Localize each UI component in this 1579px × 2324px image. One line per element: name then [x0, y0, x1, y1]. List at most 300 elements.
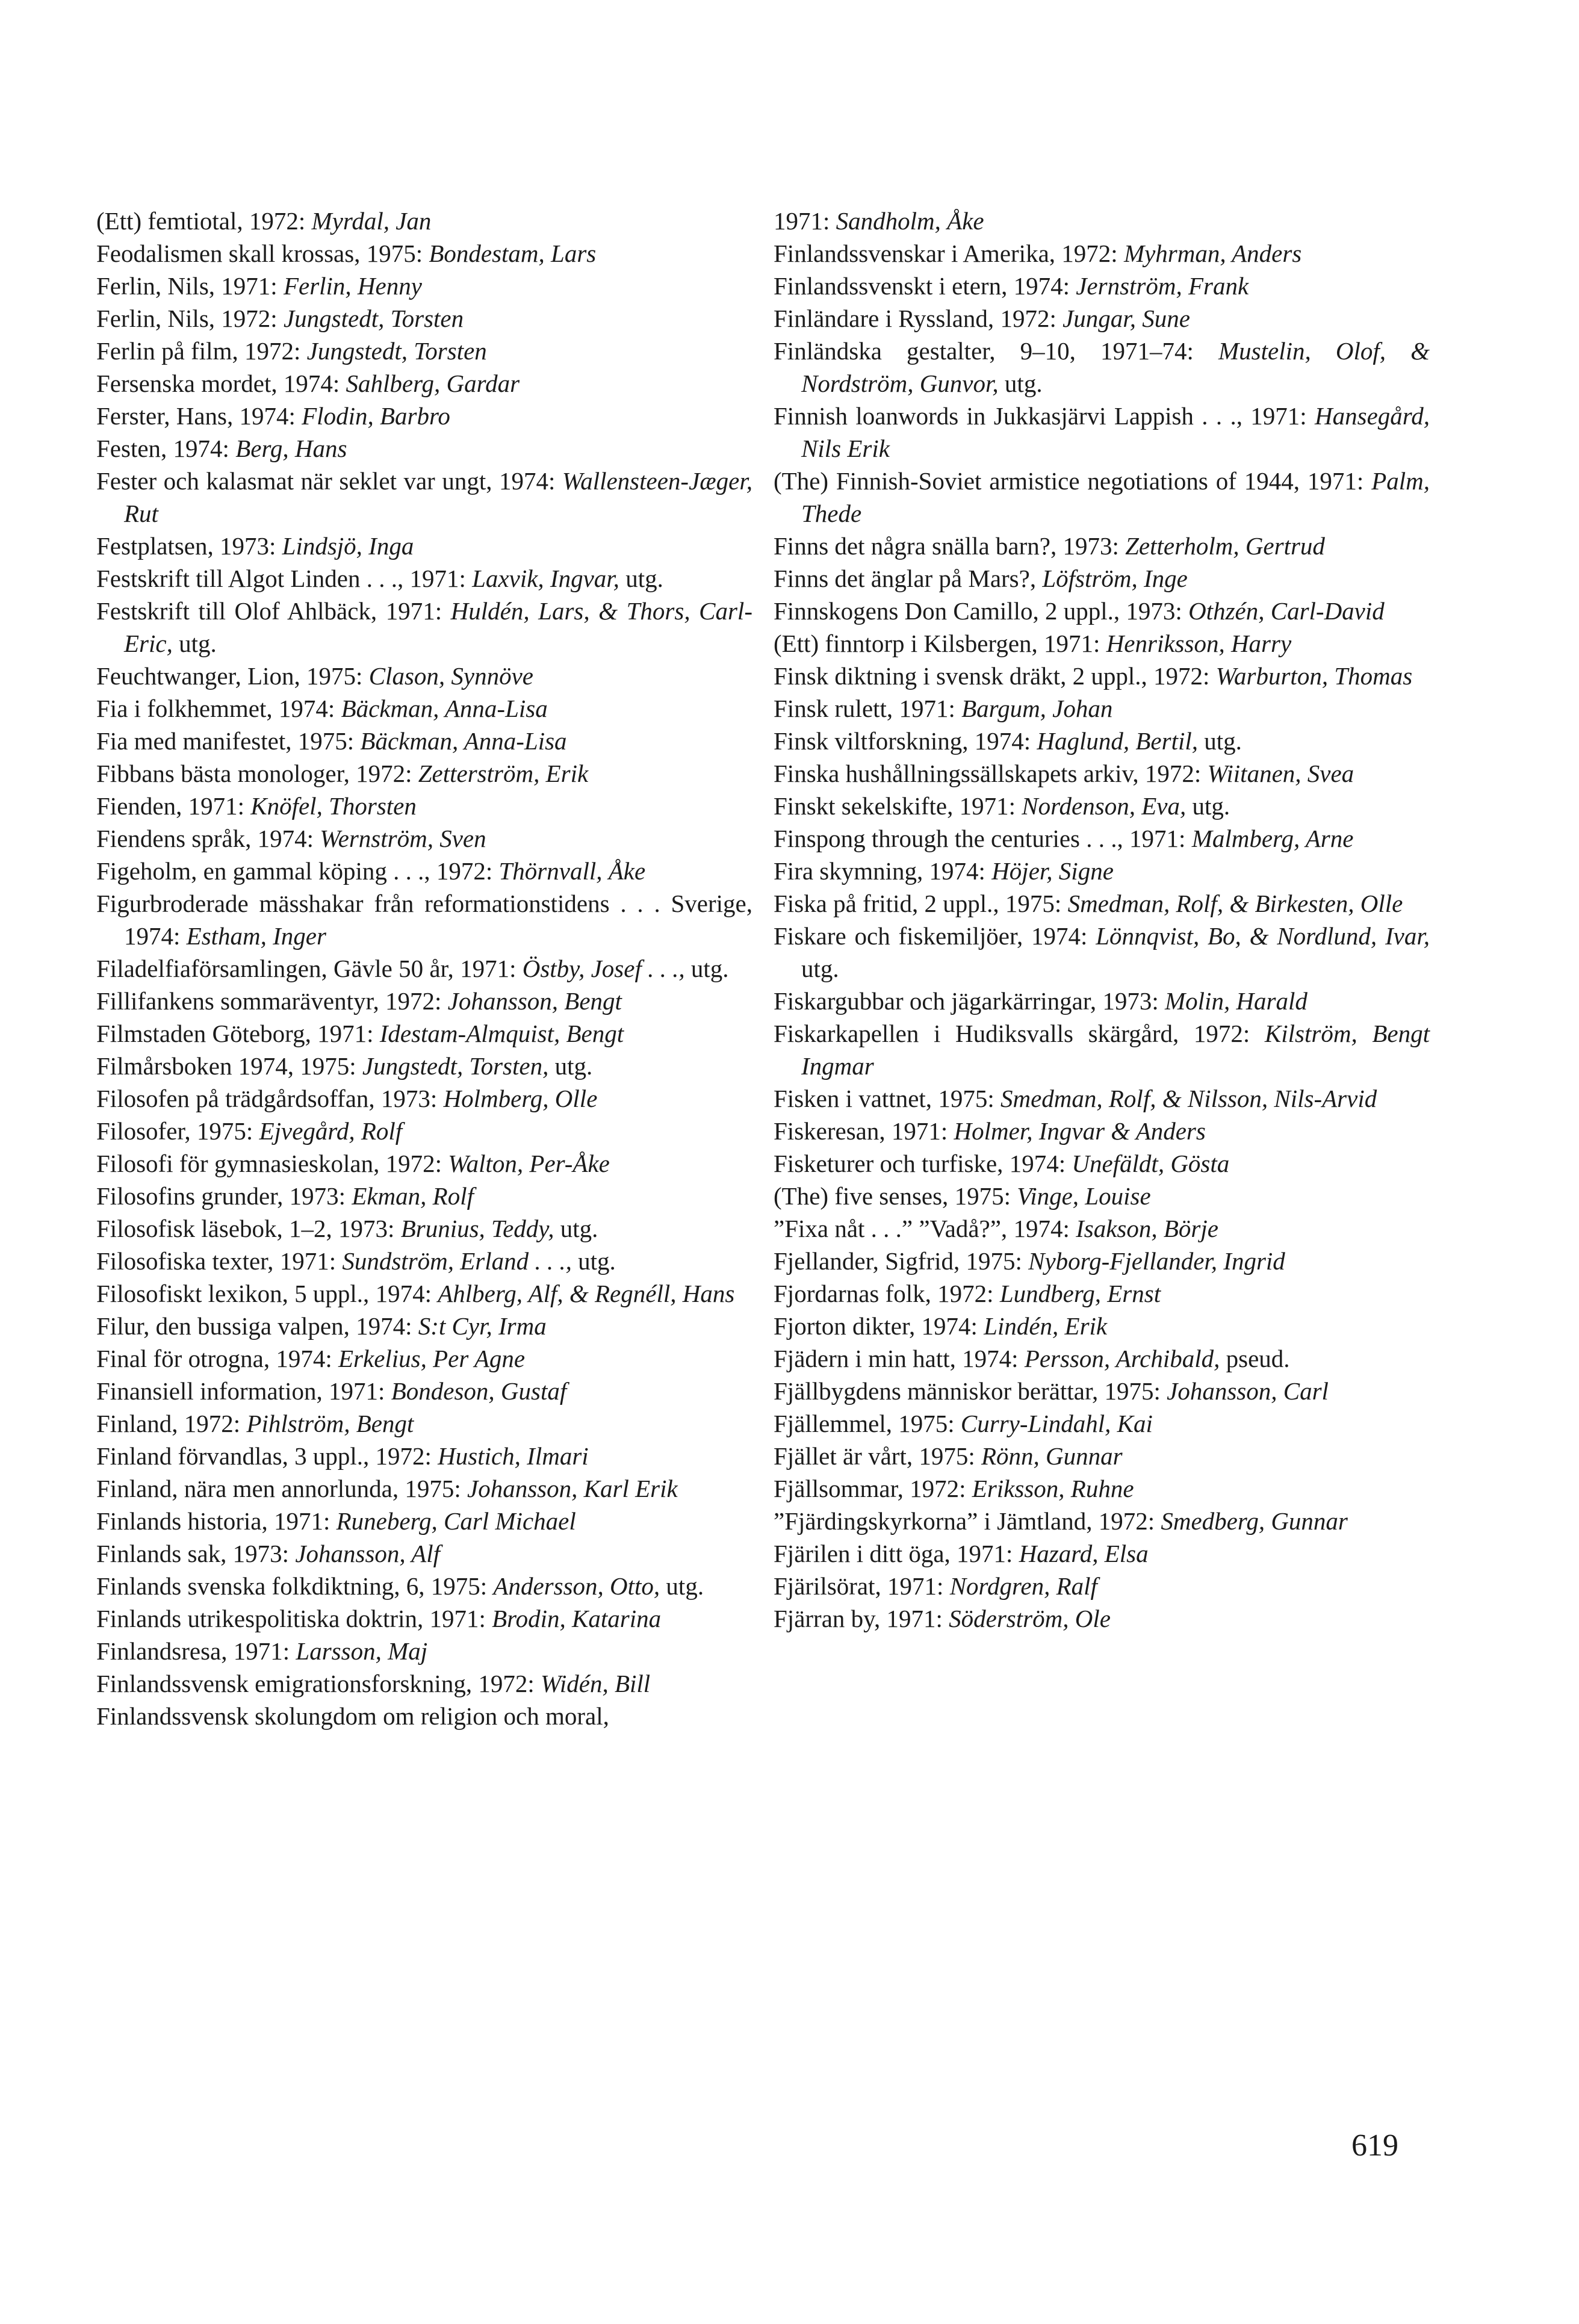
entry-author: Jungar, Sune: [1062, 305, 1190, 332]
entry-author: Nordenson, Eva,: [1022, 792, 1187, 820]
index-entry: [774, 692, 1430, 725]
entry-title: Finlands svenska folkdiktning, 6,: [96, 1572, 431, 1600]
entry-title: Finlands historia,: [96, 1507, 274, 1535]
entry-title: Fisken i vattnet,: [774, 1085, 938, 1112]
entry-author: Holmer, Ingvar & Anders: [954, 1117, 1206, 1145]
index-entry: [96, 432, 752, 465]
index-entry: [774, 1375, 1430, 1407]
entry-author: Isakson, Börje: [1076, 1215, 1218, 1242]
entry-year: 1973:: [380, 1085, 444, 1112]
entry-year: 1973:: [1062, 532, 1126, 560]
index-entry: [774, 1277, 1430, 1310]
entry-year: 1971:: [774, 207, 836, 235]
entry-year: 1974:: [962, 1345, 1025, 1372]
entry-author: Persson, Archibald,: [1024, 1345, 1220, 1372]
entry-author: Wernström, Sven: [320, 825, 486, 852]
index-entry: [774, 400, 1430, 465]
entry-author: Berg, Hans: [235, 435, 347, 462]
entry-year: 1971:: [1044, 630, 1106, 657]
entry-year: 1972:: [385, 1150, 448, 1177]
entry-title: Fiskeresan,: [774, 1117, 892, 1145]
entry-author: Walton, Per-Åke: [448, 1150, 610, 1177]
entry-author: Brunius, Teddy,: [400, 1215, 554, 1242]
entry-suffix: utg.: [172, 630, 217, 657]
entry-year: 1974:: [1013, 272, 1076, 300]
entry-author: Wiitanen, Svea: [1207, 760, 1354, 787]
entry-title: Fia i folkhemmet,: [96, 695, 279, 722]
entry-title: Figurbroderade mässhakar från reformationstidens . . . Sverige,: [96, 890, 752, 917]
index-entry: [96, 1602, 752, 1635]
index-entry: [96, 1440, 752, 1472]
index-entry: [96, 1407, 752, 1440]
index-entry: [774, 1407, 1430, 1440]
index-entry: [96, 1277, 752, 1310]
entry-title: Finskt sekelskifte,: [774, 792, 960, 820]
entry-year: 1974:: [356, 1312, 418, 1340]
index-entry: [96, 1472, 752, 1505]
entry-title: Fiskargubbar och jägarkärringar,: [774, 987, 1103, 1015]
entry-year: 1972:: [1193, 1020, 1265, 1047]
entry-title: Feodalismen skall krossas,: [96, 240, 367, 267]
entry-year: 1975:: [366, 240, 429, 267]
entry-author: Widén, Bill: [540, 1670, 651, 1697]
entry-year: 1972:: [221, 305, 284, 332]
entry-year: 1975:: [196, 1117, 259, 1145]
entry-author: Ahlberg, Alf, & Regnéll, Hans: [438, 1280, 735, 1307]
index-entry: [96, 822, 752, 855]
entry-year: 1971:: [409, 565, 473, 592]
entry-author: Erkelius, Per Agne: [338, 1345, 526, 1372]
entry-year: 1974:: [1031, 922, 1096, 950]
entry-suffix: utg.: [571, 1247, 616, 1275]
entry-author: Höjer, Signe: [991, 857, 1114, 885]
entry-title: Filosofiska texter,: [96, 1247, 280, 1275]
entry-author: Johansson, Carl: [1167, 1377, 1329, 1405]
entry-title: Fjället är vårt,: [774, 1442, 919, 1470]
entry-year: 1971:: [188, 792, 251, 820]
entry-year: 1972:: [184, 1410, 247, 1437]
entry-title: (Ett) femtiotal,: [96, 207, 249, 235]
entry-suffix: utg.: [998, 370, 1043, 397]
index-entry: [96, 660, 752, 692]
entry-title: Filosofins grunder,: [96, 1182, 290, 1210]
entry-year: 1971:: [329, 1377, 391, 1405]
entry-year: 1975:: [430, 1572, 494, 1600]
entry-title: Finland förvandlas, 3 uppl.,: [96, 1442, 376, 1470]
entry-author: Johansson, Karl Erik: [467, 1475, 678, 1502]
entry-title: Ferster, Hans,: [96, 402, 240, 430]
entry-year: 1972:: [375, 1442, 438, 1470]
index-entry: [774, 1440, 1430, 1472]
entry-author: Bargum, Johan: [961, 695, 1113, 722]
entry-year: 1972:: [436, 857, 499, 885]
entry-title: Fiendens språk,: [96, 825, 258, 852]
index-entry: [96, 237, 752, 270]
entry-title: Finländska gestalter, 9–10,: [774, 337, 1100, 365]
entry-title: (The) Finnish-Soviet armistice negotiations of 1944,: [774, 467, 1308, 495]
index-entry: [774, 985, 1430, 1017]
entry-author: Rönn, Gunnar: [981, 1442, 1123, 1470]
entry-title: Fisketurer och turfiske,: [774, 1150, 1010, 1177]
entry-title: Festplatsen,: [96, 532, 220, 560]
entry-year: 1971–74:: [1100, 337, 1219, 365]
entry-author: Knöfel, Thorsten: [250, 792, 417, 820]
entry-author: Smedman, Rolf, & Birkesten, Olle: [1067, 890, 1403, 917]
entry-author: Bondeson, Gustaf: [391, 1377, 567, 1405]
entry-year: 1972:: [244, 337, 307, 365]
entry-title: Finsk viltforskning,: [774, 727, 975, 755]
index-entry: [774, 725, 1430, 757]
index-entry: [774, 757, 1430, 790]
entry-author: Unefäldt, Gösta: [1072, 1150, 1230, 1177]
entry-title: Ferlin, Nils,: [96, 305, 222, 332]
entry-title: Finsk diktning i svensk dräkt, 2 uppl.,: [774, 662, 1153, 690]
index-entry: [96, 952, 752, 985]
entry-year: 1973:: [232, 1540, 296, 1567]
entry-author: Bäckman, Anna-Lisa: [360, 727, 567, 755]
entry-year: 1975:: [966, 1247, 1029, 1275]
entry-author: Henriksson, Harry: [1106, 630, 1292, 657]
entry-author: Lindsjö, Inga: [282, 532, 414, 560]
index-entry: [774, 1245, 1430, 1277]
entry-year: 1972:: [1098, 1507, 1161, 1535]
entry-suffix: utg.: [548, 1052, 593, 1080]
entry-title: Fienden,: [96, 792, 188, 820]
entry-author: Johansson, Bengt: [447, 987, 622, 1015]
entry-author: Idestam-Almquist, Bengt: [379, 1020, 624, 1047]
entry-year: 1974:: [929, 857, 992, 885]
entry-title: Feuchtwanger, Lion,: [96, 662, 307, 690]
entry-title: Filosofer,: [96, 1117, 197, 1145]
entry-author: Brodin, Katarina: [492, 1605, 662, 1632]
entry-title: Fjorton dikter,: [774, 1312, 922, 1340]
index-entry: [774, 1180, 1430, 1212]
index-entry: [774, 1147, 1430, 1180]
entry-year: 1975:: [938, 1085, 1000, 1112]
index-entry: [96, 725, 752, 757]
entry-author: Johansson, Alf: [295, 1540, 441, 1567]
index-entry: [774, 627, 1430, 660]
index-entry: [96, 692, 752, 725]
entry-year: 1972:: [1144, 760, 1208, 787]
index-entry: [774, 822, 1430, 855]
entry-author: Laxvik, Ingvar,: [472, 565, 619, 592]
entry-year: 1972:: [385, 987, 448, 1015]
entry-author: Molin, Harald: [1165, 987, 1308, 1015]
entry-year: 1971:: [891, 1117, 954, 1145]
entry-author: Ejvegård, Rolf: [259, 1117, 403, 1145]
entry-year: 1971:: [317, 1020, 380, 1047]
index-entry: [774, 887, 1430, 920]
entry-author: Pihlström, Bengt: [246, 1410, 414, 1437]
entry-year: 1971:: [279, 1247, 343, 1275]
entry-title: Ferlin på film,: [96, 337, 244, 365]
entry-year: 1974:: [124, 922, 187, 950]
entry-year: 1974:: [278, 695, 341, 722]
entry-title: ”Fixa nåt . . .” ”Vadå?”,: [774, 1215, 1014, 1242]
entry-title: Festen,: [96, 435, 173, 462]
entry-title: Finlands utrikespolitiska doktrin,: [96, 1605, 430, 1632]
entry-author: Larsson, Maj: [296, 1637, 428, 1665]
index-entry: [96, 1667, 752, 1700]
entry-year: 1971:: [385, 597, 451, 625]
index-entry: [96, 1050, 752, 1082]
entry-title: Finlands sak,: [96, 1540, 233, 1567]
index-entry: [774, 270, 1430, 302]
entry-title: Fjärran by,: [774, 1605, 887, 1632]
entry-author: Huldén, Lars, & Thors, Carl-Eric,: [124, 597, 752, 657]
entry-title: Figeholm, en gammal köping . . .,: [96, 857, 436, 885]
entry-suffix: utg.: [801, 955, 839, 982]
entry-title: Finnish loanwords in Jukkasjärvi Lappish . . .,: [774, 402, 1251, 430]
entry-year: 1973:: [1102, 987, 1165, 1015]
index-entry: [774, 920, 1430, 985]
entry-author: Zetterström, Erik: [418, 760, 589, 787]
index-entry: [96, 1115, 752, 1147]
entry-title: Filosofen på trädgårdsoffan,: [96, 1085, 381, 1112]
entry-title: Fjällbygdens människor berättar,: [774, 1377, 1105, 1405]
index-entry: [774, 1115, 1430, 1147]
entry-title: Filmårsboken 1974,: [96, 1052, 300, 1080]
entry-title: Fibbans bästa monologer,: [96, 760, 356, 787]
entry-title: Ferlin, Nils,: [96, 272, 222, 300]
entry-year: 1973:: [1126, 597, 1189, 625]
right-column: [774, 205, 1430, 1635]
entry-author: Hansegård, Nils Erik: [801, 402, 1430, 462]
index-entry: [774, 595, 1430, 627]
entry-title: Finland,: [96, 1410, 184, 1437]
entry-title: (The) five senses,: [774, 1182, 955, 1210]
entry-author: Löfström, Inge: [1042, 565, 1188, 592]
entry-title: Finlandssvensk emigrationsforskning,: [96, 1670, 479, 1697]
entry-author: Östby, Josef . . .,: [522, 955, 685, 982]
index-entry: [96, 205, 752, 237]
entry-year: 1972:: [1153, 662, 1216, 690]
entry-year: 1974:: [1013, 1215, 1076, 1242]
index-entry: [774, 530, 1430, 562]
entry-year: 1975:: [898, 1410, 961, 1437]
entry-title: Festskrift till Olof Ahlbäck,: [96, 597, 386, 625]
entry-year: 1972:: [937, 1280, 1000, 1307]
entry-author: Jernström, Frank: [1076, 272, 1249, 300]
entry-title: Filadelfiaförsamlingen, Gävle 50 år,: [96, 955, 461, 982]
entry-author: Thörnvall, Åke: [498, 857, 646, 885]
entry-year: 1971:: [1307, 467, 1372, 495]
entry-author: Myhrman, Anders: [1123, 240, 1302, 267]
entry-author: Söderström, Ole: [949, 1605, 1111, 1632]
entry-author: Holmberg, Olle: [443, 1085, 598, 1112]
index-entry: [774, 302, 1430, 335]
entry-year: 1974:: [498, 467, 562, 495]
entry-title: Finländare i Ryssland,: [774, 305, 1000, 332]
entry-title: Final för otrogna,: [96, 1345, 276, 1372]
entry-author: Curry-Lindahl, Kai: [960, 1410, 1153, 1437]
entry-year: 1971:: [899, 695, 962, 722]
entry-suffix: utg.: [684, 955, 729, 982]
entry-year: 1974:: [974, 727, 1037, 755]
entry-suffix: utg.: [1198, 727, 1242, 755]
entry-author: Andersson, Otto,: [493, 1572, 660, 1600]
entry-suffix: utg.: [660, 1572, 704, 1600]
entry-title: Finska hushållningssällskapets arkiv,: [774, 760, 1145, 787]
entry-title: Fira skymning,: [774, 857, 929, 885]
entry-author: Hazard, Elsa: [1019, 1540, 1149, 1567]
index-entry: [96, 1570, 752, 1602]
entry-title: Fjällemmel,: [774, 1410, 899, 1437]
index-entry: [774, 335, 1430, 400]
entry-author: Mustelin, Olof, & Nordström, Gunvor,: [801, 337, 1430, 397]
entry-author: Jungstedt, Torsten: [283, 305, 464, 332]
index-entry: [774, 1505, 1430, 1537]
index-entry: [96, 757, 752, 790]
index-entry: [96, 1537, 752, 1570]
entry-year: 1975:: [306, 662, 369, 690]
entry-author: Othzén, Carl-David: [1188, 597, 1385, 625]
entry-title: Fillifankens sommaräventyr,: [96, 987, 386, 1015]
index-entry: [96, 270, 752, 302]
index-entry: [96, 1147, 752, 1180]
page-number: 619: [1351, 2128, 1398, 2163]
entry-author: Smedman, Rolf, & Nilsson, Nils-Arvid: [1000, 1085, 1377, 1112]
entry-year: 1975:: [1104, 1377, 1167, 1405]
index-entry: [96, 1700, 752, 1732]
entry-title: Fjädern i min hatt,: [774, 1345, 963, 1372]
entry-title: Fester och kalasmat när seklet var ungt,: [96, 467, 499, 495]
entry-author: Hustich, Ilmari: [438, 1442, 589, 1470]
index-entry: [96, 1212, 752, 1245]
index-entry: [96, 595, 752, 660]
entry-year: 1974:: [276, 1345, 338, 1372]
entry-year: 1971:: [1129, 825, 1192, 852]
index-entry: [96, 530, 752, 562]
index-entry: [774, 1472, 1430, 1505]
entry-author: Vinge, Louise: [1017, 1182, 1151, 1210]
entry-author: Haglund, Bertil,: [1037, 727, 1199, 755]
index-entry: [774, 237, 1430, 270]
entry-author: Smedberg, Gunnar: [1161, 1507, 1348, 1535]
entry-title: Fjellander, Sigfrid,: [774, 1247, 966, 1275]
entry-year: 1972:: [478, 1670, 541, 1697]
index-entry: [774, 562, 1430, 595]
index-entry: [96, 1245, 752, 1277]
entry-title: Fjordarnas folk,: [774, 1280, 938, 1307]
entry-author: Sundström, Erland . . .,: [342, 1247, 572, 1275]
entry-author: Myrdal, Jan: [311, 207, 432, 235]
entry-author: Warburton, Thomas: [1215, 662, 1413, 690]
index-entry: [96, 1635, 752, 1667]
entry-author: Lönnqvist, Bo, & Nordlund, Ivar,: [1096, 922, 1430, 950]
entry-year: 1975:: [300, 1052, 362, 1080]
index-entry: [96, 887, 752, 952]
index-entry: [774, 1212, 1430, 1245]
entry-title: Fersenska mordet,: [96, 370, 284, 397]
entry-title: Fjärilen i ditt öga,: [774, 1540, 957, 1567]
entry-year: 1973:: [289, 1182, 352, 1210]
index-entry: [774, 1017, 1430, 1082]
index-entry: [96, 1505, 752, 1537]
entry-author: Flodin, Barbro: [302, 402, 450, 430]
entry-author: Zetterholm, Gertrud: [1125, 532, 1325, 560]
entry-year: 1973:: [338, 1215, 401, 1242]
entry-title: Fjärilsörat,: [774, 1572, 888, 1600]
entry-title: Filmstaden Göteborg,: [96, 1020, 318, 1047]
entry-title: Filur, den bussiga valpen,: [96, 1312, 356, 1340]
entry-title: Finspong through the centuries . . .,: [774, 825, 1130, 852]
entry-author: Jungstedt, Torsten,: [362, 1052, 549, 1080]
entry-title: Finlandssvenskt i etern,: [774, 272, 1014, 300]
entry-author: Sandholm, Åke: [836, 207, 984, 235]
entry-title: ”Fjärdingskyrkorna” i Jämtland,: [774, 1507, 1099, 1535]
entry-author: Runeberg, Carl Michael: [336, 1507, 576, 1535]
index-entry: [774, 660, 1430, 692]
entry-author: Ferlin, Henny: [283, 272, 422, 300]
entry-author: Ekman, Rolf: [352, 1182, 474, 1210]
index-entry: [774, 1342, 1430, 1375]
entry-title: Filosofiskt lexikon, 5 uppl.,: [96, 1280, 376, 1307]
entry-year: 1971:: [429, 1605, 492, 1632]
entry-year: 1975:: [297, 727, 361, 755]
index-entry: [96, 985, 752, 1017]
entry-title: Finsk rulett,: [774, 695, 899, 722]
entry-title: (Ett) finntorp i Kilsbergen,: [774, 630, 1044, 657]
entry-title: Filosofi för gymnasieskolan,: [96, 1150, 386, 1177]
entry-year: 1971:: [273, 1507, 337, 1535]
entry-author: Malmberg, Arne: [1191, 825, 1354, 852]
index-entry: [774, 790, 1430, 822]
entry-title: Finansiell information,: [96, 1377, 329, 1405]
entry-year: 1971:: [959, 792, 1022, 820]
entry-year: 1972:: [1000, 305, 1063, 332]
index-entry: [774, 1310, 1430, 1342]
index-entry: [774, 1537, 1430, 1570]
entry-year: 1973:: [219, 532, 282, 560]
entry-author: Sahlberg, Gardar: [346, 370, 520, 397]
index-entry: [96, 562, 752, 595]
entry-year: 1971:: [957, 1540, 1019, 1567]
entry-suffix: utg.: [619, 565, 663, 592]
entry-year: 1975:: [919, 1442, 982, 1470]
entry-year: 1974:: [173, 435, 236, 462]
entry-year: 1975:: [954, 1182, 1017, 1210]
entry-year: 1972:: [910, 1475, 972, 1502]
entry-title: Finlandssvensk skolungdom om religion och moral,: [96, 1702, 609, 1730]
entry-suffix: pseud.: [1220, 1345, 1290, 1372]
entry-title: Fjällsommar,: [774, 1475, 910, 1502]
entry-year: 1971:: [1250, 402, 1315, 430]
index-entry: [96, 335, 752, 367]
entry-title: Finland, nära men annorlunda,: [96, 1475, 405, 1502]
entry-author: Palm, Thede: [801, 467, 1430, 527]
entry-title: Finnskogens Don Camillo, 2 uppl.,: [774, 597, 1126, 625]
entry-author: Nyborg-Fjellander, Ingrid: [1028, 1247, 1285, 1275]
index-entry: [774, 205, 1430, 237]
index-entry: [96, 465, 752, 530]
left-column: [96, 205, 752, 1732]
entry-year: 1972:: [356, 760, 418, 787]
entry-title: Fiskare och fiskemiljöer,: [774, 922, 1032, 950]
entry-title: Fiska på fritid, 2 uppl.,: [774, 890, 1005, 917]
entry-year: 1974:: [375, 1280, 438, 1307]
entry-author: Nordgren, Ralf: [949, 1572, 1097, 1600]
index-entry: [774, 855, 1430, 887]
entry-title: Fia med manifestet,: [96, 727, 298, 755]
index-entry: [774, 1082, 1430, 1115]
entry-author: Kilström, Bengt Ingmar: [801, 1020, 1430, 1080]
index-entry: [774, 1602, 1430, 1635]
index-entry: [96, 790, 752, 822]
entry-author: S:t Cyr, Irma: [418, 1312, 547, 1340]
index-entry: [96, 1180, 752, 1212]
